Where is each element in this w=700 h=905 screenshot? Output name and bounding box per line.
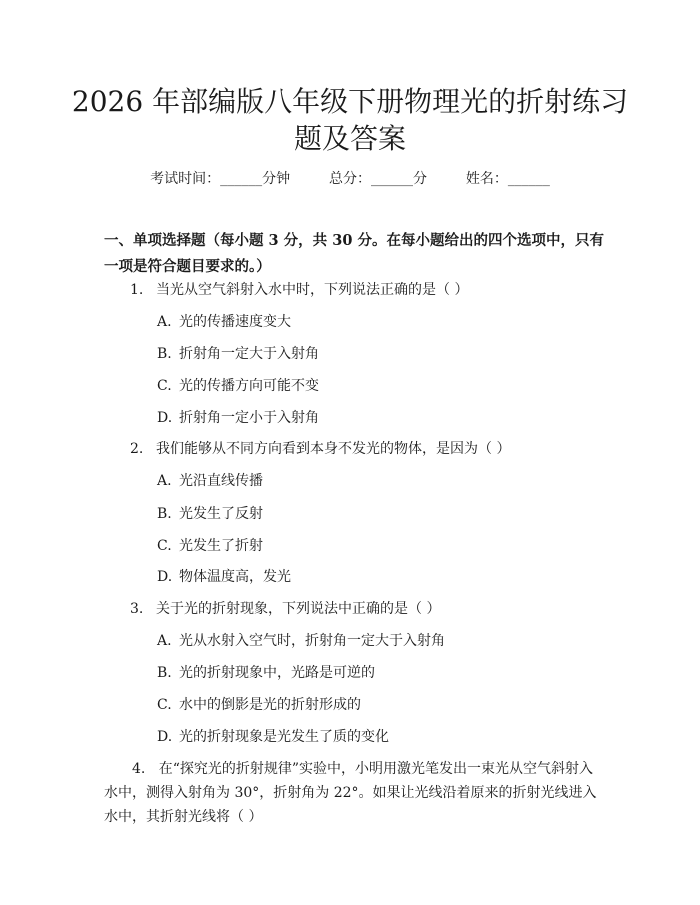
question-number: 4.	[132, 761, 146, 777]
option-1b	[157, 342, 319, 366]
question-number: 3.	[130, 601, 144, 617]
option-1c	[157, 374, 319, 398]
option-1d	[157, 406, 319, 430]
question-number: 2.	[130, 441, 144, 457]
option-text: 水中的倒影是光的折射形成的	[179, 697, 361, 713]
question-number: 1.	[130, 282, 144, 298]
option-letter: A.	[157, 473, 172, 489]
question-4	[104, 757, 599, 829]
name-label: 姓名：	[465, 171, 508, 187]
option-text: 光沿直线传播	[179, 473, 263, 489]
option-text: 物体温度高，发光	[179, 569, 291, 585]
option-letter: C.	[157, 538, 172, 554]
exam-meta	[0, 168, 700, 188]
option-letter: C.	[157, 697, 172, 713]
page-title-line-2: 题及答案	[293, 122, 406, 155]
score-blank: ______分	[371, 171, 427, 187]
option-3a	[157, 629, 445, 653]
option-1a	[157, 310, 291, 334]
question-text: 关于光的折射现象，下列说法中正确的是（ ）	[156, 601, 441, 617]
option-letter: D.	[157, 729, 173, 745]
option-2a	[157, 469, 263, 493]
question-3	[104, 597, 604, 621]
time-label: 考试时间：	[150, 171, 221, 187]
option-text: 光发生了折射	[179, 538, 263, 554]
option-2d	[157, 565, 291, 589]
option-3b	[157, 661, 375, 685]
option-text: 折射角一定大于入射角	[179, 346, 319, 362]
name-blank: ______	[507, 171, 550, 187]
option-2b	[157, 502, 263, 526]
option-text: 光的折射现象是光发生了质的变化	[179, 729, 389, 745]
option-letter: A.	[157, 633, 172, 649]
option-text: 折射角一定小于入射角	[179, 410, 319, 426]
option-text: 光的传播方向可能不变	[179, 378, 319, 394]
option-letter: B.	[157, 506, 172, 522]
page-title-line-1: 2026 年部编版八年级下册物理光的折射练习	[71, 85, 629, 118]
option-3d	[157, 725, 389, 749]
option-letter: B.	[157, 346, 172, 362]
option-3c	[157, 693, 361, 717]
option-text: 光的折射现象中，光路是可逆的	[179, 665, 375, 681]
section-heading: 一、单项选择题（每小题 3 分，共 30 分。在每小题给出的四个选项中，只有一项是符合题目要求的。）	[104, 232, 604, 275]
option-text: 光从水射入空气时，折射角一定大于入射角	[179, 633, 445, 649]
option-letter: D.	[157, 410, 173, 426]
option-2c	[157, 534, 263, 558]
time-blank: ______分钟	[220, 171, 291, 187]
question-2	[104, 437, 604, 461]
score-label: 总分：	[329, 171, 371, 187]
option-text: 光发生了反射	[179, 506, 263, 522]
question-text: 我们能够从不同方向看到本身不发光的物体，是因为（ ）	[156, 441, 511, 457]
question-1	[104, 278, 604, 302]
question-text: 当光从空气斜射入水中时，下列说法正确的是（ ）	[156, 282, 469, 298]
option-text: 光的传播速度变大	[179, 314, 291, 330]
option-letter: D.	[157, 569, 173, 585]
option-letter: C.	[157, 378, 172, 394]
question-text: 在“探究光的折射规律”实验中，小明用激光笔发出一束光从空气斜射入水中，测得入射角为 30°，折射角为 22°。如果让光线沿着原来的折射光线进入水中，其折射光线将（ ）	[104, 761, 597, 825]
option-letter: A.	[157, 314, 172, 330]
option-letter: B.	[157, 665, 172, 681]
